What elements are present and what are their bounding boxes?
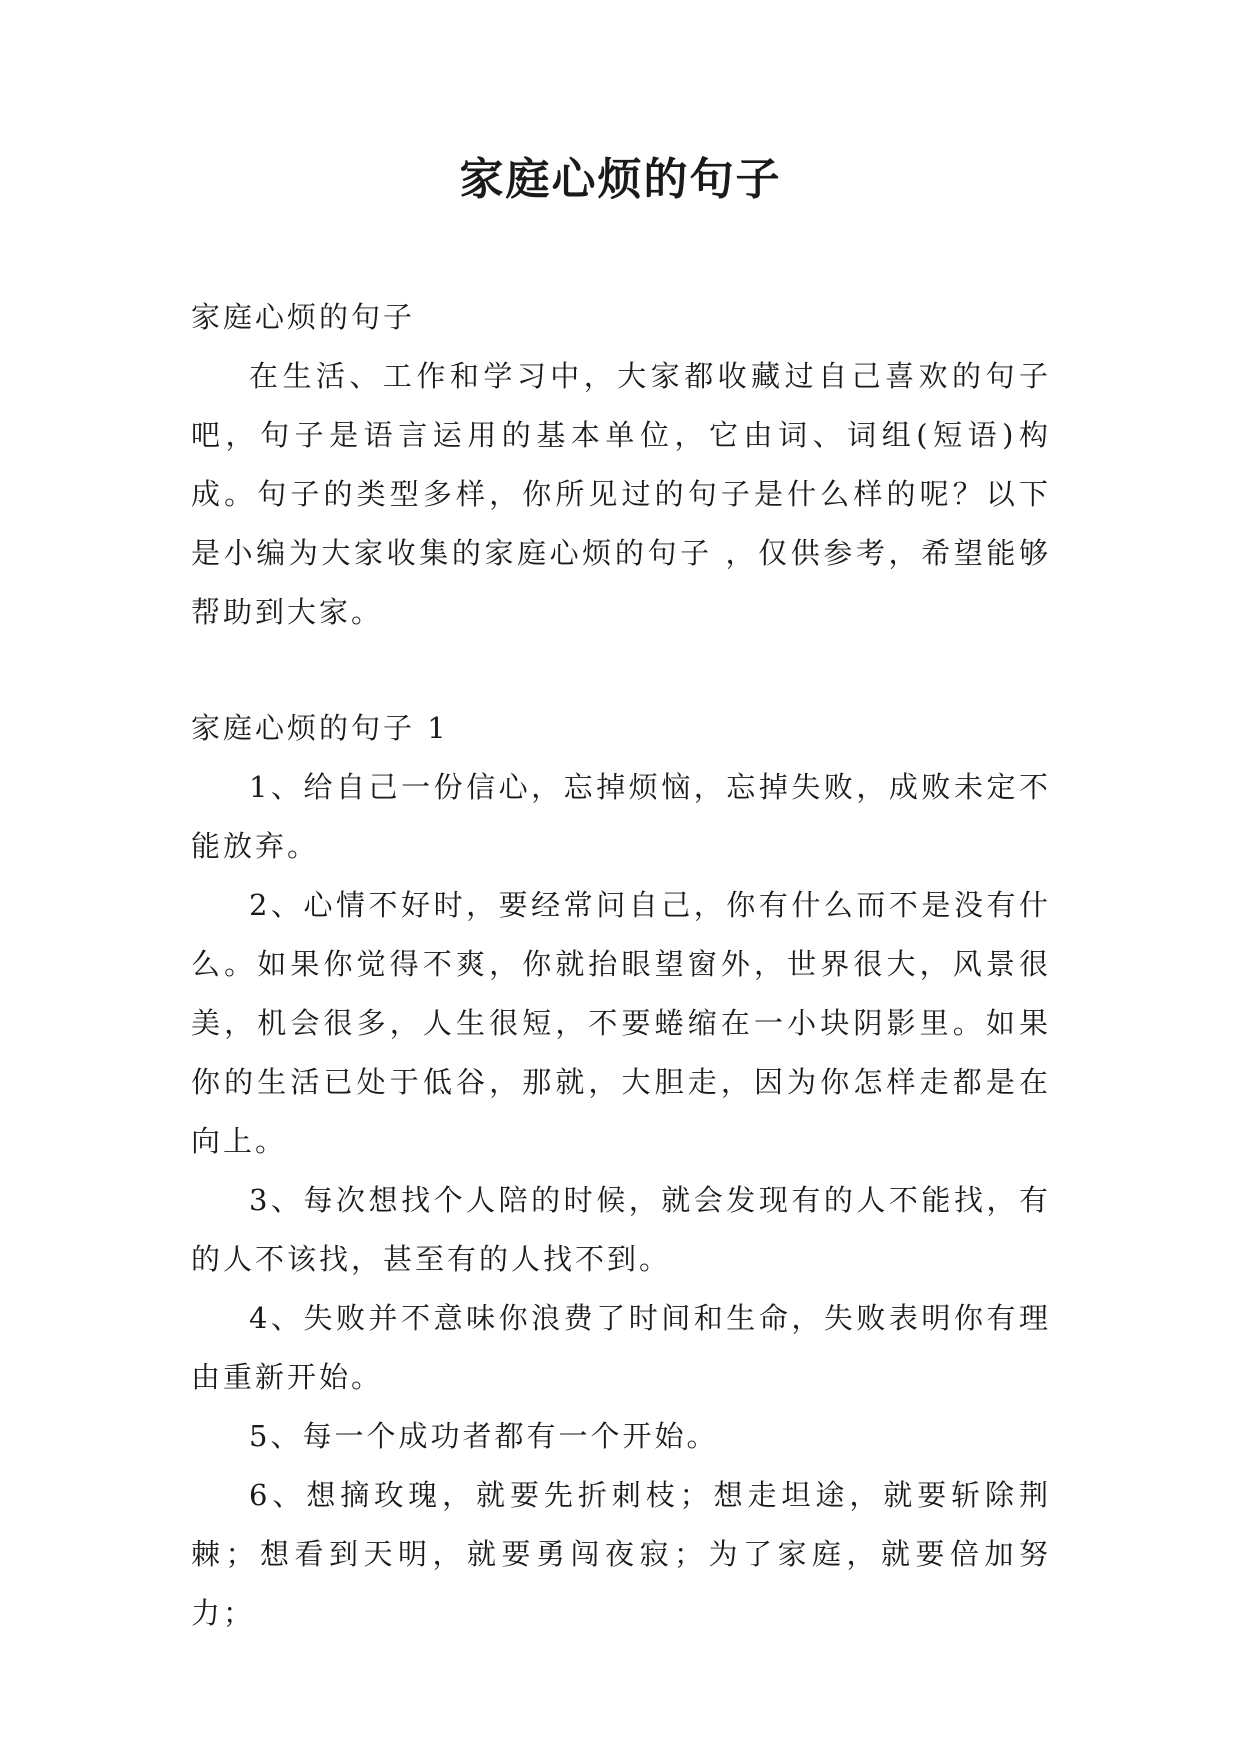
section-1-heading: 家庭心烦的句子 1 (191, 711, 449, 745)
list-item: 3、每次想找个人陪的时候，就会发现有的人不能找，有的人不该找，甚至有的人找不到。 (191, 1183, 1051, 1276)
intro-paragraph: 在生活、工作和学习中，大家都收藏过自己喜欢的句子吧，句子是语言运用的基本单位，它由词、词组(短语)构成。句子的类型多样，你所见过的句子是什么样的呢？以下是小编为大家收集的家庭心烦的句子 ，仅供参考，希望能够帮助到大家。 (191, 359, 1051, 629)
intro-heading: 家庭心烦的句子 (191, 300, 416, 334)
list-item: 1、给自己一份信心，忘掉烦恼，忘掉失败，成败未定不能放弃。 (191, 770, 1051, 863)
list-item: 5、每一个成功者都有一个开始。 (249, 1419, 719, 1453)
intro-section (191, 288, 1051, 642)
list-item: 6、想摘玫瑰，就要先折刺枝；想走坦途，就要斩除荆棘；想看到天明，就要勇闯夜寂；为了家庭，就要倍加努力； (191, 1478, 1051, 1630)
list-item: 2、心情不好时，要经常问自己，你有什么而不是没有什么。如果你觉得不爽，你就抬眼望窗外，世界很大，风景很美，机会很多，人生很短，不要蜷缩在一小块阴影里。如果你的生活已处于低谷，那就，大胆走，因为你怎样走都是在向上。 (191, 888, 1051, 1158)
document-title: 家庭心烦的句子 (459, 154, 782, 205)
list-item: 4、失败并不意味你浪费了时间和生命，失败表明你有理由重新开始。 (191, 1301, 1051, 1394)
section-1 (191, 699, 1051, 1643)
